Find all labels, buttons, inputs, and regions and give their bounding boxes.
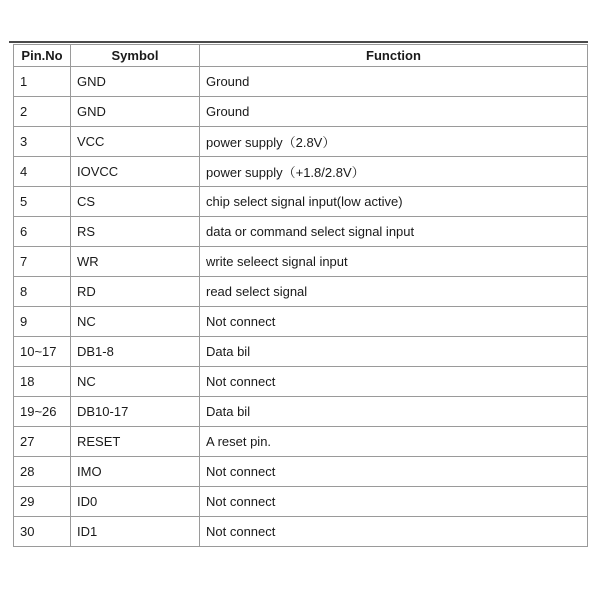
pin-number-cell: 7 bbox=[14, 247, 71, 277]
symbol-cell: RESET bbox=[71, 427, 200, 457]
symbol-cell: RD bbox=[71, 277, 200, 307]
symbol-cell: GND bbox=[71, 97, 200, 127]
pin-number-cell: 29 bbox=[14, 487, 71, 517]
function-cell: Not connect bbox=[200, 307, 588, 337]
function-cell: read select signal bbox=[200, 277, 588, 307]
table-row bbox=[14, 517, 588, 547]
pin-number-cell: 27 bbox=[14, 427, 71, 457]
function-cell: Not connect bbox=[200, 517, 588, 547]
function-cell: data or command select signal input bbox=[200, 217, 588, 247]
symbol-cell: ID1 bbox=[71, 517, 200, 547]
table-body bbox=[14, 67, 588, 547]
function-cell: Data bil bbox=[200, 337, 588, 367]
pin-number-cell: 10~17 bbox=[14, 337, 71, 367]
pin-number-cell: 3 bbox=[14, 127, 71, 157]
table-row bbox=[14, 247, 588, 277]
table-row bbox=[14, 277, 588, 307]
pin-number-cell: 28 bbox=[14, 457, 71, 487]
pin-number-cell: 1 bbox=[14, 67, 71, 97]
function-cell: Ground bbox=[200, 67, 588, 97]
pin-number-cell: 5 bbox=[14, 187, 71, 217]
table-row bbox=[14, 367, 588, 397]
pin-number-cell: 2 bbox=[14, 97, 71, 127]
pin-number-cell: 4 bbox=[14, 157, 71, 187]
symbol-cell: IOVCC bbox=[71, 157, 200, 187]
function-cell: power supply（2.8V） bbox=[200, 127, 588, 157]
table-row bbox=[14, 157, 588, 187]
symbol-cell: RS bbox=[71, 217, 200, 247]
table-row bbox=[14, 217, 588, 247]
table-row bbox=[14, 487, 588, 517]
function-cell: chip select signal input(low active) bbox=[200, 187, 588, 217]
symbol-cell: WR bbox=[71, 247, 200, 277]
pin-number-cell: 6 bbox=[14, 217, 71, 247]
function-cell: write seleect signal input bbox=[200, 247, 588, 277]
symbol-cell: ID0 bbox=[71, 487, 200, 517]
pin-number-cell: 8 bbox=[14, 277, 71, 307]
function-cell: Data bil bbox=[200, 397, 588, 427]
table-row bbox=[14, 397, 588, 427]
table-row bbox=[14, 307, 588, 337]
symbol-cell: DB10-17 bbox=[71, 397, 200, 427]
symbol-cell: CS bbox=[71, 187, 200, 217]
header-symbol: Symbol bbox=[71, 45, 200, 67]
header-pin-no: Pin.No bbox=[14, 45, 71, 67]
pin-number-cell: 9 bbox=[14, 307, 71, 337]
table-row bbox=[14, 187, 588, 217]
pin-definition-table bbox=[13, 44, 588, 547]
symbol-cell: GND bbox=[71, 67, 200, 97]
header-function: Function bbox=[200, 45, 588, 67]
table-row bbox=[14, 127, 588, 157]
function-cell: power supply（+1.8/2.8V） bbox=[200, 157, 588, 187]
symbol-cell: NC bbox=[71, 367, 200, 397]
function-cell: Not connect bbox=[200, 367, 588, 397]
function-cell: Ground bbox=[200, 97, 588, 127]
pin-number-cell: 18 bbox=[14, 367, 71, 397]
function-cell: Not connect bbox=[200, 457, 588, 487]
table-header-row bbox=[14, 45, 588, 67]
symbol-cell: VCC bbox=[71, 127, 200, 157]
pin-number-cell: 19~26 bbox=[14, 397, 71, 427]
symbol-cell: NC bbox=[71, 307, 200, 337]
table-row bbox=[14, 337, 588, 367]
function-cell: A reset pin. bbox=[200, 427, 588, 457]
table-row bbox=[14, 67, 588, 97]
table-row bbox=[14, 427, 588, 457]
pin-number-cell: 30 bbox=[14, 517, 71, 547]
top-rule-divider bbox=[9, 41, 588, 43]
table-row bbox=[14, 97, 588, 127]
symbol-cell: DB1-8 bbox=[71, 337, 200, 367]
function-cell: Not connect bbox=[200, 487, 588, 517]
table-row bbox=[14, 457, 588, 487]
symbol-cell: IMO bbox=[71, 457, 200, 487]
